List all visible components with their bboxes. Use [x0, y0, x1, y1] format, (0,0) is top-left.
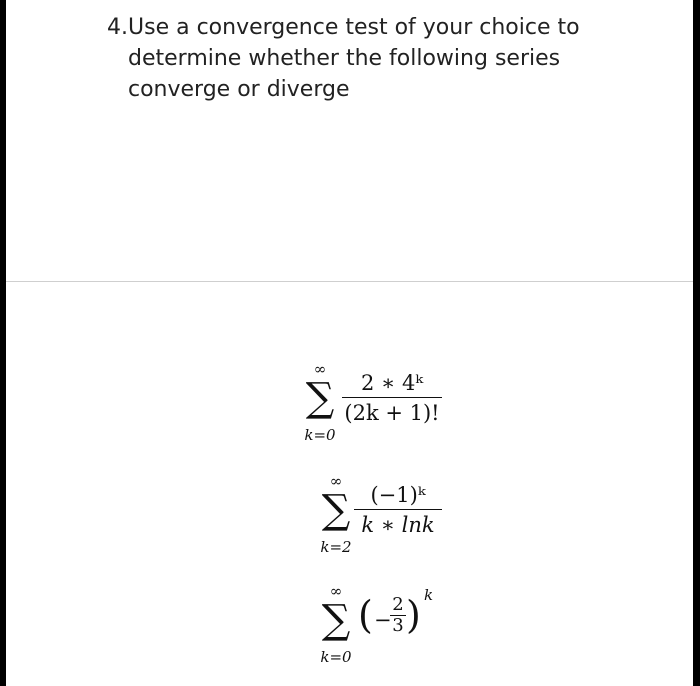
question-line-1: Use a convergence test of your choice to [128, 15, 580, 40]
series-2-denominator: k ∗ lnk [361, 513, 435, 537]
summation-upper-limit: ∞ [313, 360, 327, 378]
close-parenthesis: ) [406, 593, 421, 637]
series-2-numerator: (−1)ᵏ [370, 483, 426, 507]
summation-upper-limit: ∞ [329, 472, 343, 490]
summation-sign: ∑ [321, 597, 351, 643]
question-4 [107, 12, 627, 105]
summation-lower-limit: k=2 [320, 538, 352, 556]
question-line-2: determine whether the following series [128, 46, 561, 71]
series-2 [314, 474, 454, 564]
series-2-fraction [354, 482, 442, 538]
summation-sign: ∑ [321, 487, 351, 533]
fraction-bar [342, 397, 442, 398]
summation-sign: ∑ [305, 375, 335, 421]
summation-upper-limit: ∞ [329, 582, 343, 600]
open-parenthesis: ( [358, 593, 373, 637]
minus-sign: − [374, 608, 392, 632]
series-3-numerator: 2 [392, 594, 404, 615]
question-number: 4. [107, 15, 128, 40]
fraction-bar [354, 509, 442, 510]
summation-lower-limit: k=0 [320, 648, 352, 666]
series-1-denominator: (2k + 1)! [344, 401, 440, 425]
series-3-fraction [390, 596, 406, 635]
series-3-denominator: 3 [392, 615, 404, 636]
question-line-3: converge or diverge [128, 77, 350, 102]
series-1-fraction [342, 370, 442, 426]
series-1-numerator: 2 ∗ 4ᵏ [360, 371, 423, 395]
series-3-term [358, 586, 448, 646]
summation-lower-limit: k=0 [304, 426, 336, 444]
series-3 [314, 584, 454, 684]
question-text [128, 12, 627, 105]
series-1 [298, 362, 458, 452]
worksheet-page [6, 0, 693, 686]
section-divider [6, 281, 693, 282]
series-3-exponent: k [424, 586, 434, 604]
